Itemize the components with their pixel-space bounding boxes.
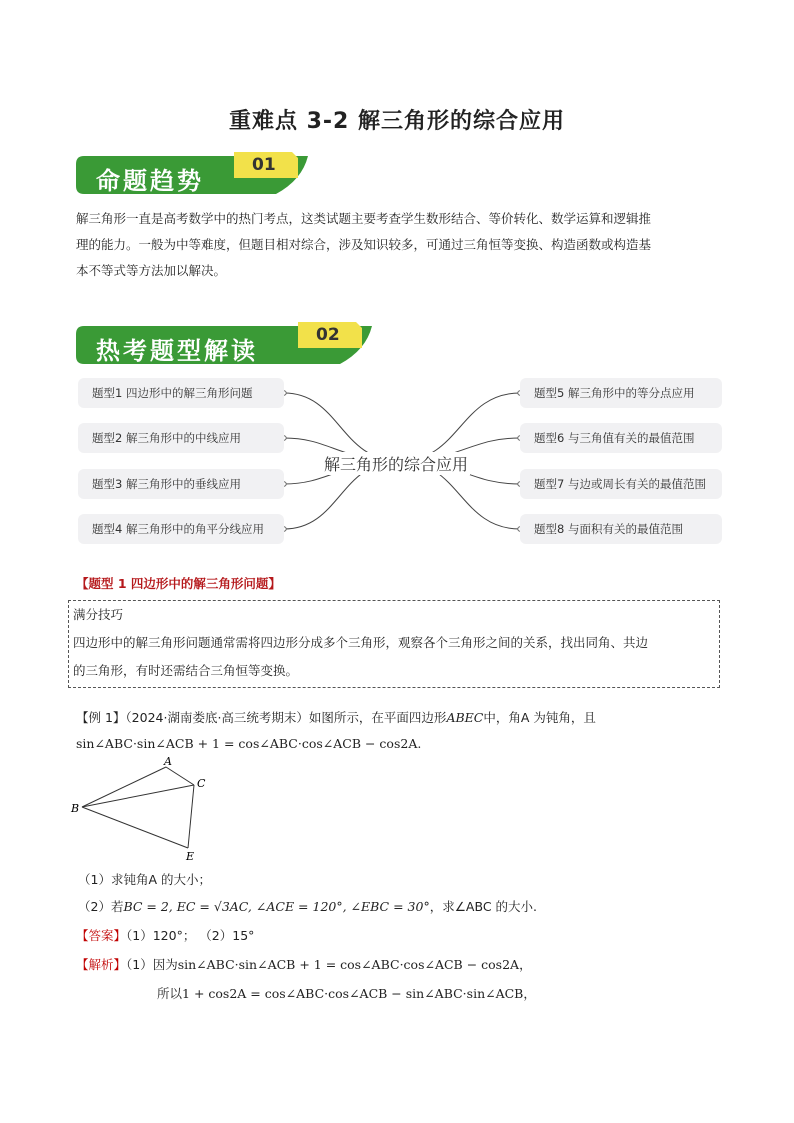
mindmap-center: 解三角形的综合应用 [322, 452, 470, 475]
tip-title: 满分技巧 [73, 607, 124, 622]
mindmap-item-label: 题型3 解三角形中的垂线应用 [92, 477, 241, 491]
example-quad: ABEC [446, 710, 484, 725]
banner-title: 热考题型解读 [96, 336, 258, 365]
analysis-prefix: 所以 [157, 986, 183, 1001]
analysis-end: ， [519, 957, 532, 972]
question-2 [78, 893, 537, 921]
page-title: 重难点 3-2 解三角形的综合应用 [228, 109, 566, 134]
mindmap-item-left [78, 514, 284, 544]
intro-line: 理的能力。一般为中等难度，但题目相对综合，涉及知识较多，可通过三角恒等变换、构造函数或构造基 [76, 237, 652, 252]
mindmap-item-right [520, 514, 722, 544]
section-banner-hot-types [76, 320, 376, 370]
tip-box [68, 600, 720, 688]
intro-line: 本不等式等方法加以解决。 [76, 263, 227, 278]
quadrilateral-figure [68, 755, 228, 865]
analysis-math: sin∠ABC·sin∠ACB + 1 = cos∠ABC·cos∠ACB − cos2A [177, 957, 520, 972]
section-banner-trend [76, 150, 312, 200]
mindmap-item-label: 题型8 与面积有关的最值范围 [534, 522, 683, 536]
mindmap-item-label: 题型6 与三角值有关的最值范围 [534, 431, 695, 445]
mindmap-item-left [78, 423, 284, 453]
example-prefix: 【例 1】（2024·湖南娄底·高三统考期末）如图所示，在平面四边形 [76, 710, 447, 725]
label-a: A [164, 755, 172, 768]
section-heading: 【题型 1 四边形中的解三角形问题】 [76, 576, 281, 591]
label-c: C [197, 777, 206, 790]
example-suffix: 中，角A 为钝角，且 [483, 710, 596, 725]
question-2-prefix: （2）若 [78, 899, 124, 914]
mindmap-item-label: 题型2 解三角形中的中线应用 [92, 431, 241, 445]
analysis-math: 1 + cos2A = cos∠ABC·cos∠ACB − sin∠ABC·sin∠ACB [182, 986, 524, 1001]
intro-paragraph [76, 206, 722, 284]
question-1: （1）求钝角A 的大小； [78, 872, 211, 887]
answer-line [76, 922, 254, 950]
example-header [76, 704, 596, 732]
example-equation: sin∠ABC·sin∠ACB + 1 = cos∠ABC·cos∠ACB − cos2A. [76, 736, 422, 751]
mindmap-item-label: 题型1 四边形中的解三角形问题 [92, 386, 253, 400]
mindmap-item-left [78, 378, 284, 408]
banner-number: 01 [252, 155, 276, 175]
intro-line: 解三角形一直是高考数学中的热门考点，这类试题主要考查学生数形结合、等价转化、数学运算和逻辑推 [76, 211, 652, 226]
banner-title: 命题趋势 [96, 166, 204, 195]
label-b: B [71, 802, 80, 815]
label-e: E [186, 850, 195, 863]
analysis-prefix: （1）因为 [126, 957, 178, 972]
banner-number: 02 [316, 325, 340, 345]
mindmap-item-label: 题型4 解三角形中的角平分线应用 [92, 522, 264, 536]
mindmap-item-right [520, 378, 722, 408]
answer-label: 【答案】 [76, 928, 127, 943]
analysis-line-1 [76, 951, 532, 979]
mindmap-item-label: 题型5 解三角形中的等分点应用 [534, 386, 695, 400]
tip-line: 的三角形，有时还需结合三角恒等变换。 [73, 663, 299, 678]
analysis-line-2 [157, 980, 536, 1008]
mindmap-item-left [78, 469, 284, 499]
question-2-math: BC = 2, EC = √3AC, ∠ACE = 120°, ∠EBC = 30° [123, 899, 430, 914]
tip-line: 四边形中的解三角形问题通常需将四边形分成多个三角形，观察各个三角形之间的关系，找出同角、共边 [73, 635, 649, 650]
mindmap-item-right [520, 469, 722, 499]
mindmap-item-right [520, 423, 722, 453]
analysis-label: 【解析】 [76, 957, 127, 972]
mindmap-item-label: 题型7 与边或周长有关的最值范围 [534, 477, 706, 491]
answer-text: （1）120°； （2）15° [126, 928, 255, 943]
analysis-end: ， [523, 986, 536, 1001]
question-2-suffix: ，求∠ABC 的大小. [429, 899, 537, 914]
